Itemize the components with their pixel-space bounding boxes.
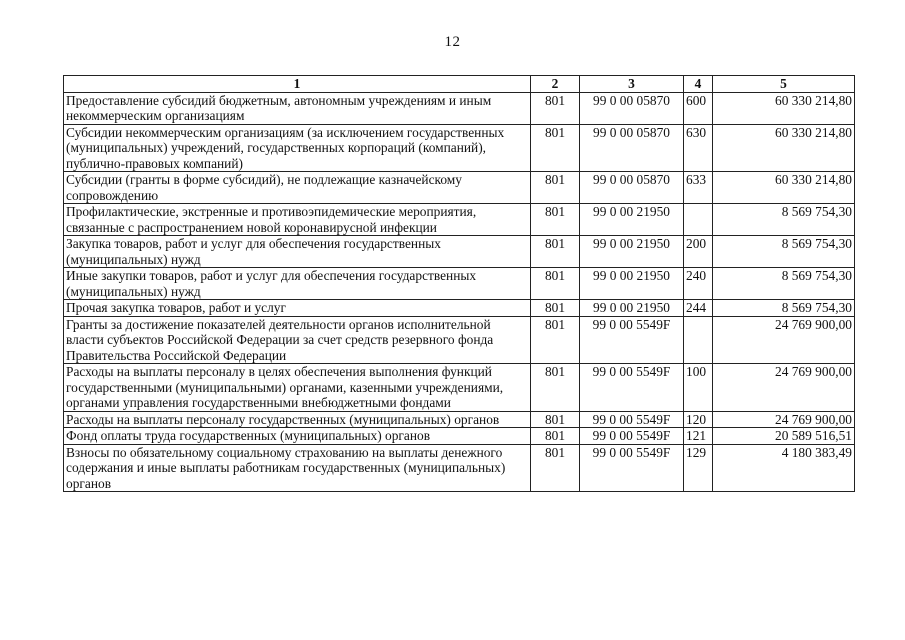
row-vr-cell [684,316,713,364]
page-number: 12 [444,34,461,50]
row-sum-cell: 8 569 754,30 [713,204,855,236]
table-row [64,364,855,412]
row-code-cell: 801 [531,268,580,300]
row-code-cell: 801 [531,300,580,317]
row-name-cell: Взносы по обязательному социальному страхованию на выплаты денежного содержания и иные выплаты работникам государственных (муниципальных) органов [64,444,531,492]
table-row [64,268,855,300]
table-row [64,316,855,364]
row-vr-cell: 100 [684,364,713,412]
row-csr-cell: 99 0 00 05870 [580,92,684,124]
column-header: 1 [64,76,531,93]
row-name-cell: Закупка товаров, работ и услуг для обеспечения государственных (муниципальных) нужд [64,236,531,268]
table-row [64,300,855,317]
column-header: 4 [684,76,713,93]
table-row [64,204,855,236]
row-code-cell: 801 [531,124,580,172]
table-header-row [64,76,855,93]
row-sum-cell: 24 769 900,00 [713,411,855,428]
row-name-cell: Расходы на выплаты персоналу государственных (муниципальных) органов [64,411,531,428]
row-csr-cell: 99 0 00 5549F [580,428,684,445]
row-name-cell: Предоставление субсидий бюджетным, автономным учреждениям и иным некоммерческим организациям [64,92,531,124]
table-body [64,92,855,492]
row-name-cell: Профилактические, экстренные и противоэпидемические мероприятия, связанные с распространением новой коронавирусной инфекции [64,204,531,236]
row-name-cell: Субсидии некоммерческим организациям (за исключением государственных (муниципальных) учреждений, государственных корпораций (компаний), публично-правовых компаний) [64,124,531,172]
row-code-cell: 801 [531,172,580,204]
table-row [64,236,855,268]
column-header: 5 [713,76,855,93]
row-sum-cell: 20 589 516,51 [713,428,855,445]
row-sum-cell: 4 180 383,49 [713,444,855,492]
table-row [64,172,855,204]
row-csr-cell: 99 0 00 5549F [580,316,684,364]
row-vr-cell: 129 [684,444,713,492]
row-sum-cell: 60 330 214,80 [713,124,855,172]
row-name-cell: Прочая закупка товаров, работ и услуг [64,300,531,317]
row-vr-cell: 244 [684,300,713,317]
row-name-cell: Гранты за достижение показателей деятельности органов исполнительной власти субъектов Российской Федерации за счет средств резервного фонда Правительства Российской Федерации [64,316,531,364]
table-row [64,92,855,124]
row-csr-cell: 99 0 00 21950 [580,300,684,317]
row-vr-cell: 600 [684,92,713,124]
row-csr-cell: 99 0 00 05870 [580,124,684,172]
row-vr-cell: 240 [684,268,713,300]
row-vr-cell: 200 [684,236,713,268]
row-vr-cell: 121 [684,428,713,445]
row-name-cell: Фонд оплаты труда государственных (муниципальных) органов [64,428,531,445]
row-name-cell: Иные закупки товаров, работ и услуг для обеспечения государственных (муниципальных) нужд [64,268,531,300]
table-row [64,428,855,445]
row-code-cell: 801 [531,316,580,364]
row-code-cell: 801 [531,364,580,412]
row-code-cell: 801 [531,204,580,236]
row-sum-cell: 24 769 900,00 [713,364,855,412]
row-sum-cell: 24 769 900,00 [713,316,855,364]
row-code-cell: 801 [531,411,580,428]
row-code-cell: 801 [531,92,580,124]
column-header: 3 [580,76,684,93]
row-sum-cell: 8 569 754,30 [713,236,855,268]
row-csr-cell: 99 0 00 5549F [580,411,684,428]
row-vr-cell [684,204,713,236]
row-vr-cell: 633 [684,172,713,204]
table-row [64,444,855,492]
row-code-cell: 801 [531,236,580,268]
row-sum-cell: 8 569 754,30 [713,300,855,317]
row-name-cell: Расходы на выплаты персоналу в целях обеспечения выполнения функций государственными (муниципальными) органами, казенными учреждениями, органами управления государственными внебюджетными фондами [64,364,531,412]
row-csr-cell: 99 0 00 21950 [580,236,684,268]
row-vr-cell: 120 [684,411,713,428]
row-name-cell: Субсидии (гранты в форме субсидий), не подлежащие казначейскому сопровождению [64,172,531,204]
row-csr-cell: 99 0 00 21950 [580,204,684,236]
row-csr-cell: 99 0 00 21950 [580,268,684,300]
row-code-cell: 801 [531,444,580,492]
row-csr-cell: 99 0 00 5549F [580,364,684,412]
row-csr-cell: 99 0 00 05870 [580,172,684,204]
row-vr-cell: 630 [684,124,713,172]
table-row [64,411,855,428]
row-code-cell: 801 [531,428,580,445]
row-sum-cell: 60 330 214,80 [713,172,855,204]
table-row [64,124,855,172]
column-header: 2 [531,76,580,93]
budget-table [63,75,855,492]
row-sum-cell: 8 569 754,30 [713,268,855,300]
row-sum-cell: 60 330 214,80 [713,92,855,124]
row-csr-cell: 99 0 00 5549F [580,444,684,492]
